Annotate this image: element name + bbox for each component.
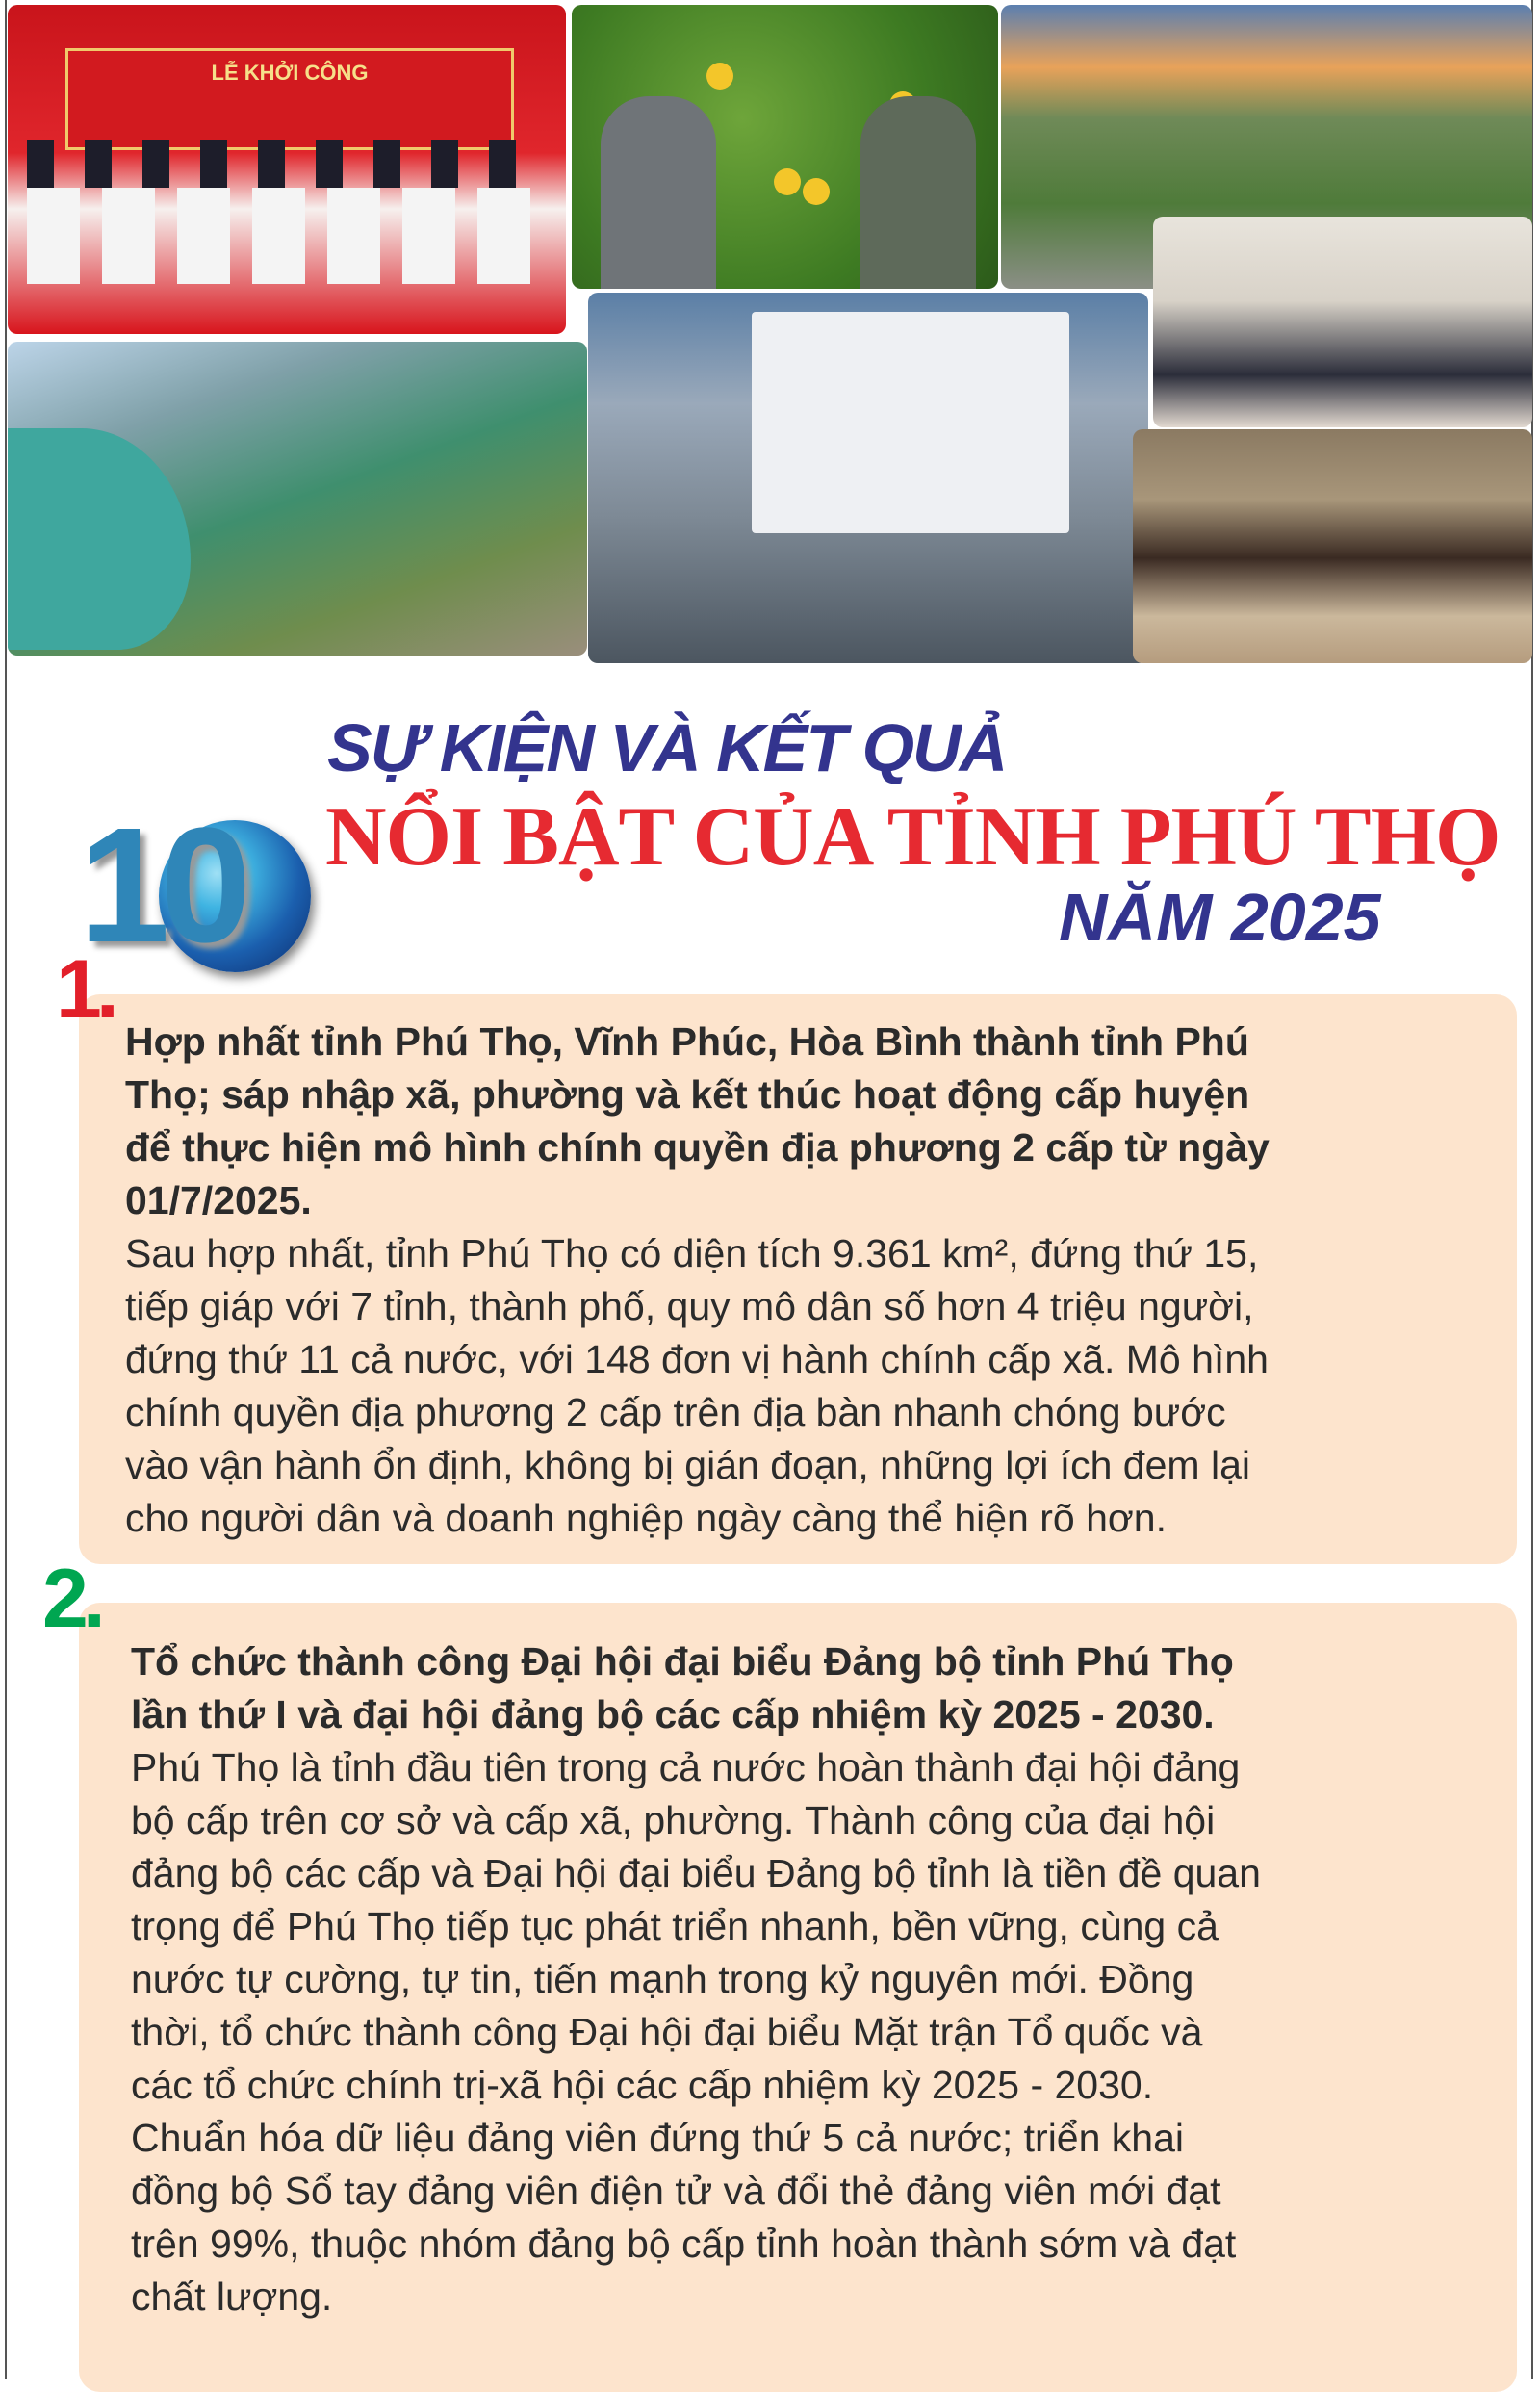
title-line-3: NĂM 2025: [1059, 880, 1381, 955]
event-1-body: tiếp giáp với 7 tỉnh, thành phố, quy mô dân số hơn 4 triệu người,: [125, 1284, 1254, 1328]
event-1-body: đứng thứ 11 cả nước, với 148 đơn vị hành chính cấp xã. Mô hình: [125, 1337, 1269, 1381]
event-1-number: 1.: [56, 943, 114, 1036]
event-1-body: vào vận hành ổn định, không bị gián đoạn, những lợi ích đem lại: [125, 1443, 1250, 1487]
event-1-headline: 01/7/2025.: [125, 1178, 312, 1222]
ceremony-people: [27, 140, 547, 188]
ceremony-banner-caption: LỄ KHỞI CÔNG: [211, 61, 369, 85]
press-brake-machine: [752, 312, 1069, 533]
grapefruit: [803, 178, 830, 205]
ceremony-podiums: [27, 188, 547, 284]
event-1-headline: Thọ; sáp nhập xã, phường và kết thúc hoạt động cấp huyện: [125, 1072, 1250, 1117]
factory-workers-photo: [588, 293, 1148, 663]
title-line-1: SỰ KIỆN VÀ KẾT QUẢ: [327, 710, 1007, 785]
grapefruit-orchard-photo: [572, 5, 998, 289]
event-2-box: [79, 1603, 1517, 2392]
event-2-body: các tổ chức chính trị-xã hội các cấp nhiệm kỳ 2025 - 2030.: [131, 2063, 1154, 2107]
event-2-body: Phú Thọ là tỉnh đầu tiên trong cả nước hoàn thành đại hội đảng: [131, 1745, 1241, 1789]
title-number: 10: [79, 794, 243, 977]
event-2-body: đảng bộ các cấp và Đại hội đại biểu Đảng bộ tỉnh là tiền đề quan: [131, 1851, 1261, 1895]
event-2-number: 2.: [42, 1553, 100, 1645]
groundbreaking-ceremony-photo: [8, 5, 566, 334]
ceremony-banner: [65, 48, 514, 150]
event-1-body: Sau hợp nhất, tỉnh Phú Thọ có diện tích 9.361 km², đứng thứ 15,: [125, 1231, 1259, 1275]
farmer-left: [601, 96, 716, 289]
event-2-body: bộ cấp trên cơ sở và cấp xã, phường. Thành công của đại hội: [131, 1798, 1216, 1842]
event-1-headline: Hợp nhất tỉnh Phú Thọ, Vĩnh Phúc, Hòa Bình thành tỉnh Phú: [125, 1019, 1249, 1064]
cultural-dance-photo: [1133, 429, 1532, 663]
title-line-2: NỔI BẬT CỦA TỈNH PHÚ THỌ: [325, 790, 1501, 884]
event-1-box: [79, 994, 1517, 1564]
event-2-body: chất lượng.: [131, 2275, 333, 2319]
classroom-students-photo: [1153, 217, 1532, 427]
event-2-body: trọng để Phú Thọ tiếp tục phát triển nhanh, bền vững, cùng cả: [131, 1904, 1219, 1948]
event-2-body: trên 99%, thuộc nhóm đảng bộ cấp tỉnh hoàn thành sớm và đạt: [131, 2222, 1237, 2266]
event-1-body: cho người dân và doanh nghiệp ngày càng thể hiện rõ hơn.: [125, 1496, 1167, 1540]
event-2-body: đồng bộ Sổ tay đảng viên điện tử và đổi thẻ đảng viên mới đạt: [131, 2169, 1221, 2213]
city-lake-aerial-photo: [8, 342, 587, 656]
farmer-right: [860, 96, 976, 289]
event-2-headline: lần thứ I và đại hội đảng bộ các cấp nhiệm kỳ 2025 - 2030.: [131, 1692, 1215, 1736]
grapefruit: [706, 63, 733, 90]
event-1-headline: để thực hiện mô hình chính quyền địa phương 2 cấp từ ngày: [125, 1125, 1270, 1170]
lake: [8, 428, 191, 650]
event-2-headline: Tổ chức thành công Đại hội đại biểu Đảng bộ tỉnh Phú Thọ: [131, 1639, 1234, 1684]
event-2-body: thời, tổ chức thành công Đại hội đại biểu Mặt trận Tổ quốc và: [131, 2010, 1203, 2054]
event-2-body: nước tự cường, tự tin, tiến mạnh trong kỷ nguyên mới. Đồng: [131, 1957, 1194, 2001]
grapefruit: [774, 168, 801, 195]
event-1-body: chính quyền địa phương 2 cấp trên địa bàn nhanh chóng bước: [125, 1390, 1226, 1434]
event-2-body: Chuẩn hóa dữ liệu đảng viên đứng thứ 5 cả nước; triển khai: [131, 2116, 1185, 2160]
